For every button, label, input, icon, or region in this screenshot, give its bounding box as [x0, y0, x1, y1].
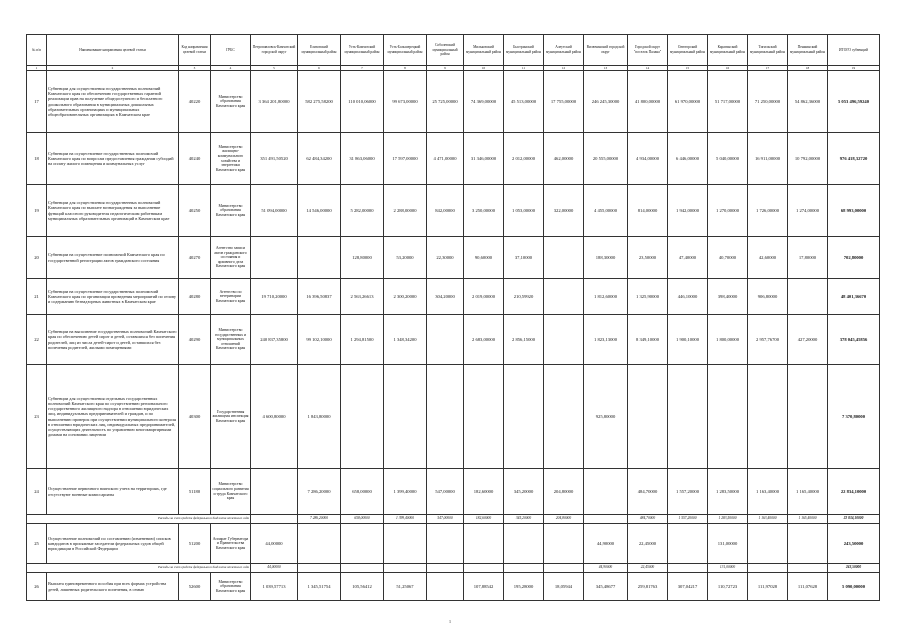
table-row: [27, 71, 880, 133]
row-description: Осуществление полномочий по составлению (изменению) списков кандидатов в присяжные заседатели федеральных судов общей юрисдикции в Российской Федерации: [47, 524, 179, 564]
row-total: 22 834,10000: [828, 515, 880, 524]
value-cell-12: [544, 365, 584, 469]
value-cell-18: 17,80000: [788, 237, 828, 279]
value-cell-15: 61 970,00000: [668, 71, 708, 133]
value-cell-14: 1 325,90000: [628, 279, 668, 315]
value-cell-16: 1 283,50000: [708, 469, 748, 515]
value-cell-7: 128,80000: [341, 237, 384, 279]
value-cell-17: [748, 524, 788, 564]
value-cell-7: 110 010,06000: [341, 71, 384, 133]
value-cell-16: 110,72723: [708, 573, 748, 601]
value-cell-13: [584, 515, 628, 524]
column-number-12: 12: [544, 66, 584, 71]
column-header-4: ГРБС: [211, 35, 251, 66]
value-cell-8: 1 399,40000: [384, 515, 427, 524]
column-header-19: ИТОГО субвенций: [828, 35, 880, 66]
value-cell-10: 107,88542: [464, 573, 504, 601]
table-row: [27, 315, 880, 365]
value-cell-5: 51 094,00000: [251, 185, 298, 237]
value-cell-12: 18,05944: [544, 573, 584, 601]
value-cell-8: 51,25067: [384, 573, 427, 601]
value-cell-6: 1 843,80000: [298, 365, 341, 469]
value-cell-11: [504, 524, 544, 564]
value-cell-17: 1 163,40000: [748, 515, 788, 524]
value-cell-10: [464, 524, 504, 564]
row-code: 40290: [179, 315, 211, 365]
value-cell-8: [384, 365, 427, 469]
row-number: 22: [27, 315, 47, 365]
value-cell-9: 25 725,00000: [427, 71, 464, 133]
value-cell-10: 2 683,00000: [464, 315, 504, 365]
value-cell-14: 22,45000: [628, 564, 668, 573]
value-cell-15: 1 557,20000: [668, 469, 708, 515]
row-number: 19: [27, 185, 47, 237]
page-number: 1: [449, 619, 451, 624]
value-cell-16: 398,40000: [708, 279, 748, 315]
value-cell-10: 3 250,00000: [464, 185, 504, 237]
value-cell-17: 71 250,00000: [748, 71, 788, 133]
value-cell-8: 1 399,40000: [384, 469, 427, 515]
value-cell-13: 20 555,00000: [584, 133, 628, 185]
value-cell-11: 2 012,00000: [504, 133, 544, 185]
value-cell-16: 5 040,00000: [708, 133, 748, 185]
row-description: Субвенции для осуществления отдельных государственных полномочий Камчатского края по осуществлению регионального государственного жилищного надзора в отношении юридических лиц, индивидуальных предпринимателей и граждан, и по выполнению проверок при осуществлении муниципального контроля в отношении юридических лиц, индивидуальных предпринимателей, осуществляющих деятельность по управлению многоквартирными домами на основании лицензии: [47, 365, 179, 469]
value-cell-11: [504, 564, 544, 573]
value-cell-13: 4 455,00000: [584, 185, 628, 237]
value-cell-8: 2 288,00000: [384, 185, 427, 237]
value-cell-18: 1 165,40000: [788, 515, 828, 524]
table-row: [27, 237, 880, 279]
row-description: Выплата единовременного пособия при всех формах устройства детей, лишенных родительского попечения, в семью: [47, 573, 179, 601]
column-header-17: Тигильский муниципальный район: [748, 35, 788, 66]
row-number: 24: [27, 469, 47, 515]
value-cell-13: 1 823,13000: [584, 315, 628, 365]
value-cell-11: 195,28000: [504, 573, 544, 601]
table-body: [27, 71, 880, 601]
value-cell-9: [427, 573, 464, 601]
value-cell-10: 182,60000: [464, 469, 504, 515]
value-cell-12: 204,80000: [544, 515, 584, 524]
value-cell-12: [544, 524, 584, 564]
row-grbs: Министерство образования Камчатского края: [211, 71, 251, 133]
value-cell-5: 3 364 201,80000: [251, 71, 298, 133]
value-cell-6: [298, 564, 341, 573]
column-header-9: Соболевский муниципальный район: [427, 35, 464, 66]
column-header-8: Усть-Большерецкий муниципальный район: [384, 35, 427, 66]
value-cell-6: 7 286,20000: [298, 515, 341, 524]
value-cell-5: [251, 237, 298, 279]
value-cell-9: 547,00000: [427, 469, 464, 515]
row-total: 976 418,32720: [828, 133, 880, 185]
row-code: 40250: [179, 185, 211, 237]
value-cell-18: 1 165,40000: [788, 469, 828, 515]
value-cell-14: [628, 365, 668, 469]
subtotal-row: [27, 515, 880, 524]
value-cell-18: [788, 524, 828, 564]
row-grbs: Министерство жилищно-коммунального хозяйства и энергетики Камчатского края: [211, 133, 251, 185]
value-cell-8: 2 300,20000: [384, 279, 427, 315]
value-cell-12: 204,80000: [544, 469, 584, 515]
row-code: 52600: [179, 573, 211, 601]
row-grbs: Агентство по ветеринарии Камчатского края: [211, 279, 251, 315]
value-cell-14: 41 800,00000: [628, 71, 668, 133]
value-cell-18: 111,07628: [788, 573, 828, 601]
column-number-8: 8: [384, 66, 427, 71]
value-cell-6: 14 546,00000: [298, 185, 341, 237]
value-cell-11: 345,20000: [504, 515, 544, 524]
column-header-15: Олюторский муниципальный район: [668, 35, 708, 66]
value-cell-15: 1 942,00000: [668, 185, 708, 237]
subventions-table: [26, 34, 880, 601]
row-code: 40270: [179, 237, 211, 279]
column-header-6: Елизовский муниципальный район: [298, 35, 341, 66]
value-cell-6: 99 102,10000: [298, 315, 341, 365]
value-cell-7: 2 563,26613: [341, 279, 384, 315]
value-cell-17: 1 163,40000: [748, 469, 788, 515]
value-cell-7: [341, 564, 384, 573]
column-number-17: 17: [748, 66, 788, 71]
column-header-5: Петропавловск-Камчатский городской округ: [251, 35, 298, 66]
value-cell-17: [748, 564, 788, 573]
value-cell-16: 40,70000: [708, 237, 748, 279]
column-header-10: Мильковский муниципальный район: [464, 35, 504, 66]
value-cell-12: [544, 237, 584, 279]
value-cell-9: [427, 564, 464, 573]
value-cell-15: [668, 524, 708, 564]
value-cell-14: 484,70000: [628, 469, 668, 515]
row-description: Субвенции для осуществления государственных полномочий Камчатского края по обеспечению государственных гарантий реализации прав на получение общедоступного и бесплатного дошкольного образования в муниципальных дошкольных образовательных организациях и муниципальных общеобразовательных организациях в Камчатском крае: [47, 71, 179, 133]
row-description: Субвенции на осуществление государственных полномочий Камчатского края по организации проведения мероприятий по отлову и содержанию безнадзорных животных в Камчатском крае: [47, 279, 179, 315]
row-total: 7 370,80000: [828, 365, 880, 469]
subtotal-note: Расходы за счет средств федерального бюджета отчетного года: [27, 515, 251, 524]
value-cell-5: 4 600,80000: [251, 365, 298, 469]
value-cell-7: 658,00000: [341, 515, 384, 524]
column-header-12: Алеутский муниципальный район: [544, 35, 584, 66]
value-cell-14: 23,50000: [628, 237, 668, 279]
column-number-10: 10: [464, 66, 504, 71]
value-cell-13: [584, 469, 628, 515]
value-cell-16: 51 717,00000: [708, 71, 748, 133]
row-description: Субвенции на осуществление полномочий Камчатского края по государственной регистрации актов гражданского состояния: [47, 237, 179, 279]
column-number-16: 16: [708, 66, 748, 71]
value-cell-7: 105,56412: [341, 573, 384, 601]
value-cell-12: 17 755,00000: [544, 71, 584, 133]
column-number-2: 2: [47, 66, 179, 71]
value-cell-15: 1 557,20000: [668, 515, 708, 524]
value-cell-6: 62 484,34200: [298, 133, 341, 185]
column-header-2: Наименование направления целевой статьи: [47, 35, 179, 66]
table-row: [27, 524, 880, 564]
value-cell-5: 240 837,35800: [251, 315, 298, 365]
row-number: 26: [27, 573, 47, 601]
value-cell-17: 111,97028: [748, 573, 788, 601]
header-row: [27, 35, 880, 66]
value-cell-14: 4 934,00000: [628, 133, 668, 185]
value-cell-5: [251, 515, 298, 524]
column-number-13: 13: [584, 66, 628, 71]
row-code: 40300: [179, 365, 211, 469]
value-cell-16: 1 283,50000: [708, 515, 748, 524]
row-code: 40220: [179, 71, 211, 133]
value-cell-15: 307,04217: [668, 573, 708, 601]
value-cell-14: 259,81763: [628, 573, 668, 601]
column-header-13: Вилючинский городской округ: [584, 35, 628, 66]
value-cell-10: 182,60000: [464, 515, 504, 524]
table-row: [27, 365, 880, 469]
value-cell-18: [788, 564, 828, 573]
value-cell-6: [298, 237, 341, 279]
value-cell-16: 131,00000: [708, 524, 748, 564]
value-cell-7: 5 282,00000: [341, 185, 384, 237]
table-row: [27, 469, 880, 515]
value-cell-15: [668, 564, 708, 573]
value-cell-10: 74 369,00000: [464, 71, 504, 133]
row-description: Осуществление первичного воинского учета на территориях, где отсутствуют военные комиссариаты: [47, 469, 179, 515]
value-cell-12: [544, 564, 584, 573]
row-total: 48 401,36670: [828, 279, 880, 315]
row-grbs: Аппарат Губернатора и Правительства Камчатского края: [211, 524, 251, 564]
value-cell-9: 4 471,00000: [427, 133, 464, 185]
value-cell-17: 1 726,00000: [748, 185, 788, 237]
value-cell-6: 1 345,51754: [298, 573, 341, 601]
value-cell-5: 44,00000: [251, 564, 298, 573]
row-total: 68 993,00000: [828, 185, 880, 237]
value-cell-5: 1 039,57713: [251, 573, 298, 601]
column-number-3: 3: [179, 66, 211, 71]
value-cell-5: 44,00000: [251, 524, 298, 564]
row-grbs: Министерство образования Камчатского края: [211, 573, 251, 601]
value-cell-17: 2 957,76700: [748, 315, 788, 365]
row-total: 243,50000: [828, 524, 880, 564]
value-cell-5: 351 491,50520: [251, 133, 298, 185]
row-total: 702,80000: [828, 237, 880, 279]
row-code: 40280: [179, 279, 211, 315]
value-cell-18: [788, 365, 828, 469]
row-number: 17: [27, 71, 47, 133]
value-cell-5: 19 710,20000: [251, 279, 298, 315]
value-cell-14: 484,70000: [628, 515, 668, 524]
row-description: Субвенции на осуществление государственных полномочий Камчатского края по вопросам предоставления гражданам субсидий на оплату жилого помещения и коммунальных услуг: [47, 133, 179, 185]
column-number-5: 5: [251, 66, 298, 71]
value-cell-13: 44,90000: [584, 564, 628, 573]
value-cell-7: [341, 524, 384, 564]
row-total: 243,50000: [828, 564, 880, 573]
value-cell-13: 246 245,30000: [584, 71, 628, 133]
value-cell-6: 582 275,58200: [298, 71, 341, 133]
value-cell-9: [427, 315, 464, 365]
value-cell-7: [341, 365, 384, 469]
value-cell-7: 1 294,81500: [341, 315, 384, 365]
value-cell-10: 2 019,00000: [464, 279, 504, 315]
column-header-16: Карагинский муниципальный район: [708, 35, 748, 66]
value-cell-13: 925,80000: [584, 365, 628, 469]
value-cell-10: [464, 365, 504, 469]
value-cell-12: [544, 315, 584, 365]
table-row: [27, 185, 880, 237]
row-number: 25: [27, 524, 47, 564]
value-cell-15: 1 900,10000: [668, 315, 708, 365]
column-number-15: 15: [668, 66, 708, 71]
value-cell-17: 42,60000: [748, 237, 788, 279]
value-cell-18: 10 792,00000: [788, 133, 828, 185]
value-cell-14: 814,00000: [628, 185, 668, 237]
subtotal-note: Расходы за счет средств федерального бюджета отчетного года: [27, 564, 251, 573]
value-cell-16: 1 270,00000: [708, 185, 748, 237]
column-number-4: 4: [211, 66, 251, 71]
value-cell-11: 1 053,00000: [504, 185, 544, 237]
value-cell-13: 1 812,60000: [584, 279, 628, 315]
value-cell-9: 547,00000: [427, 515, 464, 524]
row-grbs: Государственная жилищная инспекция Камчатского края: [211, 365, 251, 469]
row-grbs: Агентство записи актов гражданского состояния и архивного дела Камчатского края: [211, 237, 251, 279]
column-header-7: Усть-Камчатский муниципальный район: [341, 35, 384, 66]
column-header-18: Пенжинский муниципальный район: [788, 35, 828, 66]
value-cell-11: [504, 365, 544, 469]
value-cell-16: 131,00000: [708, 564, 748, 573]
value-cell-14: 22,45000: [628, 524, 668, 564]
table-row: [27, 133, 880, 185]
value-cell-6: 16 396,50837: [298, 279, 341, 315]
row-total: 22 834,10000: [828, 469, 880, 515]
row-code: 51180: [179, 469, 211, 515]
value-cell-12: [544, 279, 584, 315]
value-cell-13: 188,30000: [584, 237, 628, 279]
value-cell-15: 47,40000: [668, 237, 708, 279]
value-cell-13: 345,48677: [584, 573, 628, 601]
value-cell-9: [427, 365, 464, 469]
document-page: [26, 34, 879, 601]
row-description: Субвенции на выполнение государственных полномочий Камчатского края по обеспечению детей сирот и детей, оставшихся без попечения родителей, лиц из числа детей-сирот и детей, оставшихся без попечения родителей, жилыми помещениями: [47, 315, 179, 365]
column-number-19: 19: [828, 66, 880, 71]
value-cell-11: 2 856,15000: [504, 315, 544, 365]
value-cell-11: 45 513,00000: [504, 71, 544, 133]
column-header-1: № п/п: [27, 35, 47, 66]
value-cell-9: 22,30000: [427, 237, 464, 279]
value-cell-8: 53,20000: [384, 237, 427, 279]
value-cell-9: 304,20000: [427, 279, 464, 315]
value-cell-11: 37,10000: [504, 237, 544, 279]
value-cell-12: 462,00000: [544, 133, 584, 185]
value-cell-9: [427, 524, 464, 564]
row-total: 378 045,45856: [828, 315, 880, 365]
value-cell-17: 16 911,00000: [748, 133, 788, 185]
value-cell-10: [464, 564, 504, 573]
value-cell-11: 345,20000: [504, 469, 544, 515]
value-cell-16: 1 800,00000: [708, 315, 748, 365]
value-cell-15: 446,10000: [668, 279, 708, 315]
value-cell-13: 44,90000: [584, 524, 628, 564]
value-cell-14: 8 349,10000: [628, 315, 668, 365]
subtotal-row: [27, 564, 880, 573]
value-cell-18: 427,20000: [788, 315, 828, 365]
value-cell-6: 7 286,20000: [298, 469, 341, 515]
table-row: [27, 279, 880, 315]
value-cell-8: 99 673,00000: [384, 71, 427, 133]
value-cell-15: 6 446,00000: [668, 133, 708, 185]
value-cell-9: 842,00000: [427, 185, 464, 237]
row-number: 20: [27, 237, 47, 279]
row-grbs: Министерство государственных и муниципальных отношений Камчатского края: [211, 315, 251, 365]
row-description: Субвенции для осуществления государственных полномочий Камчатского края по выплате вознаграждения за выполнение функций классного руководителя педагогическим работникам муниципальных образовательных организаций в Камчатском крае: [47, 185, 179, 237]
value-cell-16: [708, 365, 748, 469]
column-number-6: 6: [298, 66, 341, 71]
row-grbs: Министерство социального развития и труда Камчатского края: [211, 469, 251, 515]
row-number: 18: [27, 133, 47, 185]
value-cell-18: 1 274,00000: [788, 185, 828, 237]
value-cell-8: [384, 564, 427, 573]
value-cell-10: 90,60000: [464, 237, 504, 279]
value-cell-11: 210,59920: [504, 279, 544, 315]
value-cell-7: 31 863,06000: [341, 133, 384, 185]
value-cell-17: 906,80000: [748, 279, 788, 315]
row-code: 51200: [179, 524, 211, 564]
value-cell-6: [298, 524, 341, 564]
row-number: 21: [27, 279, 47, 315]
value-cell-10: 31 346,00000: [464, 133, 504, 185]
row-number: 23: [27, 365, 47, 469]
value-cell-12: 322,00000: [544, 185, 584, 237]
column-header-14: Городской округ "поселок Палана": [628, 35, 668, 66]
table-row: [27, 573, 880, 601]
column-number-18: 18: [788, 66, 828, 71]
column-header-11: Быстринский муниципальный район: [504, 35, 544, 66]
value-cell-18: [788, 279, 828, 315]
value-cell-8: 17 597,00000: [384, 133, 427, 185]
column-number-14: 14: [628, 66, 668, 71]
row-code: 40240: [179, 133, 211, 185]
row-total: 5 053 496,59240: [828, 71, 880, 133]
column-number-1: 1: [27, 66, 47, 71]
value-cell-7: 658,00000: [341, 469, 384, 515]
column-header-3: Код направления целевой статьи: [179, 35, 211, 66]
column-number-7: 7: [341, 66, 384, 71]
value-cell-18: 54 862,36000: [788, 71, 828, 133]
value-cell-15: [668, 365, 708, 469]
row-total: 5 090,00000: [828, 573, 880, 601]
value-cell-8: 1 348,34200: [384, 315, 427, 365]
row-grbs: Министерство образования Камчатского края: [211, 185, 251, 237]
value-cell-17: [748, 365, 788, 469]
column-number-11: 11: [504, 66, 544, 71]
value-cell-5: [251, 469, 298, 515]
value-cell-8: [384, 524, 427, 564]
column-number-9: 9: [427, 66, 464, 71]
